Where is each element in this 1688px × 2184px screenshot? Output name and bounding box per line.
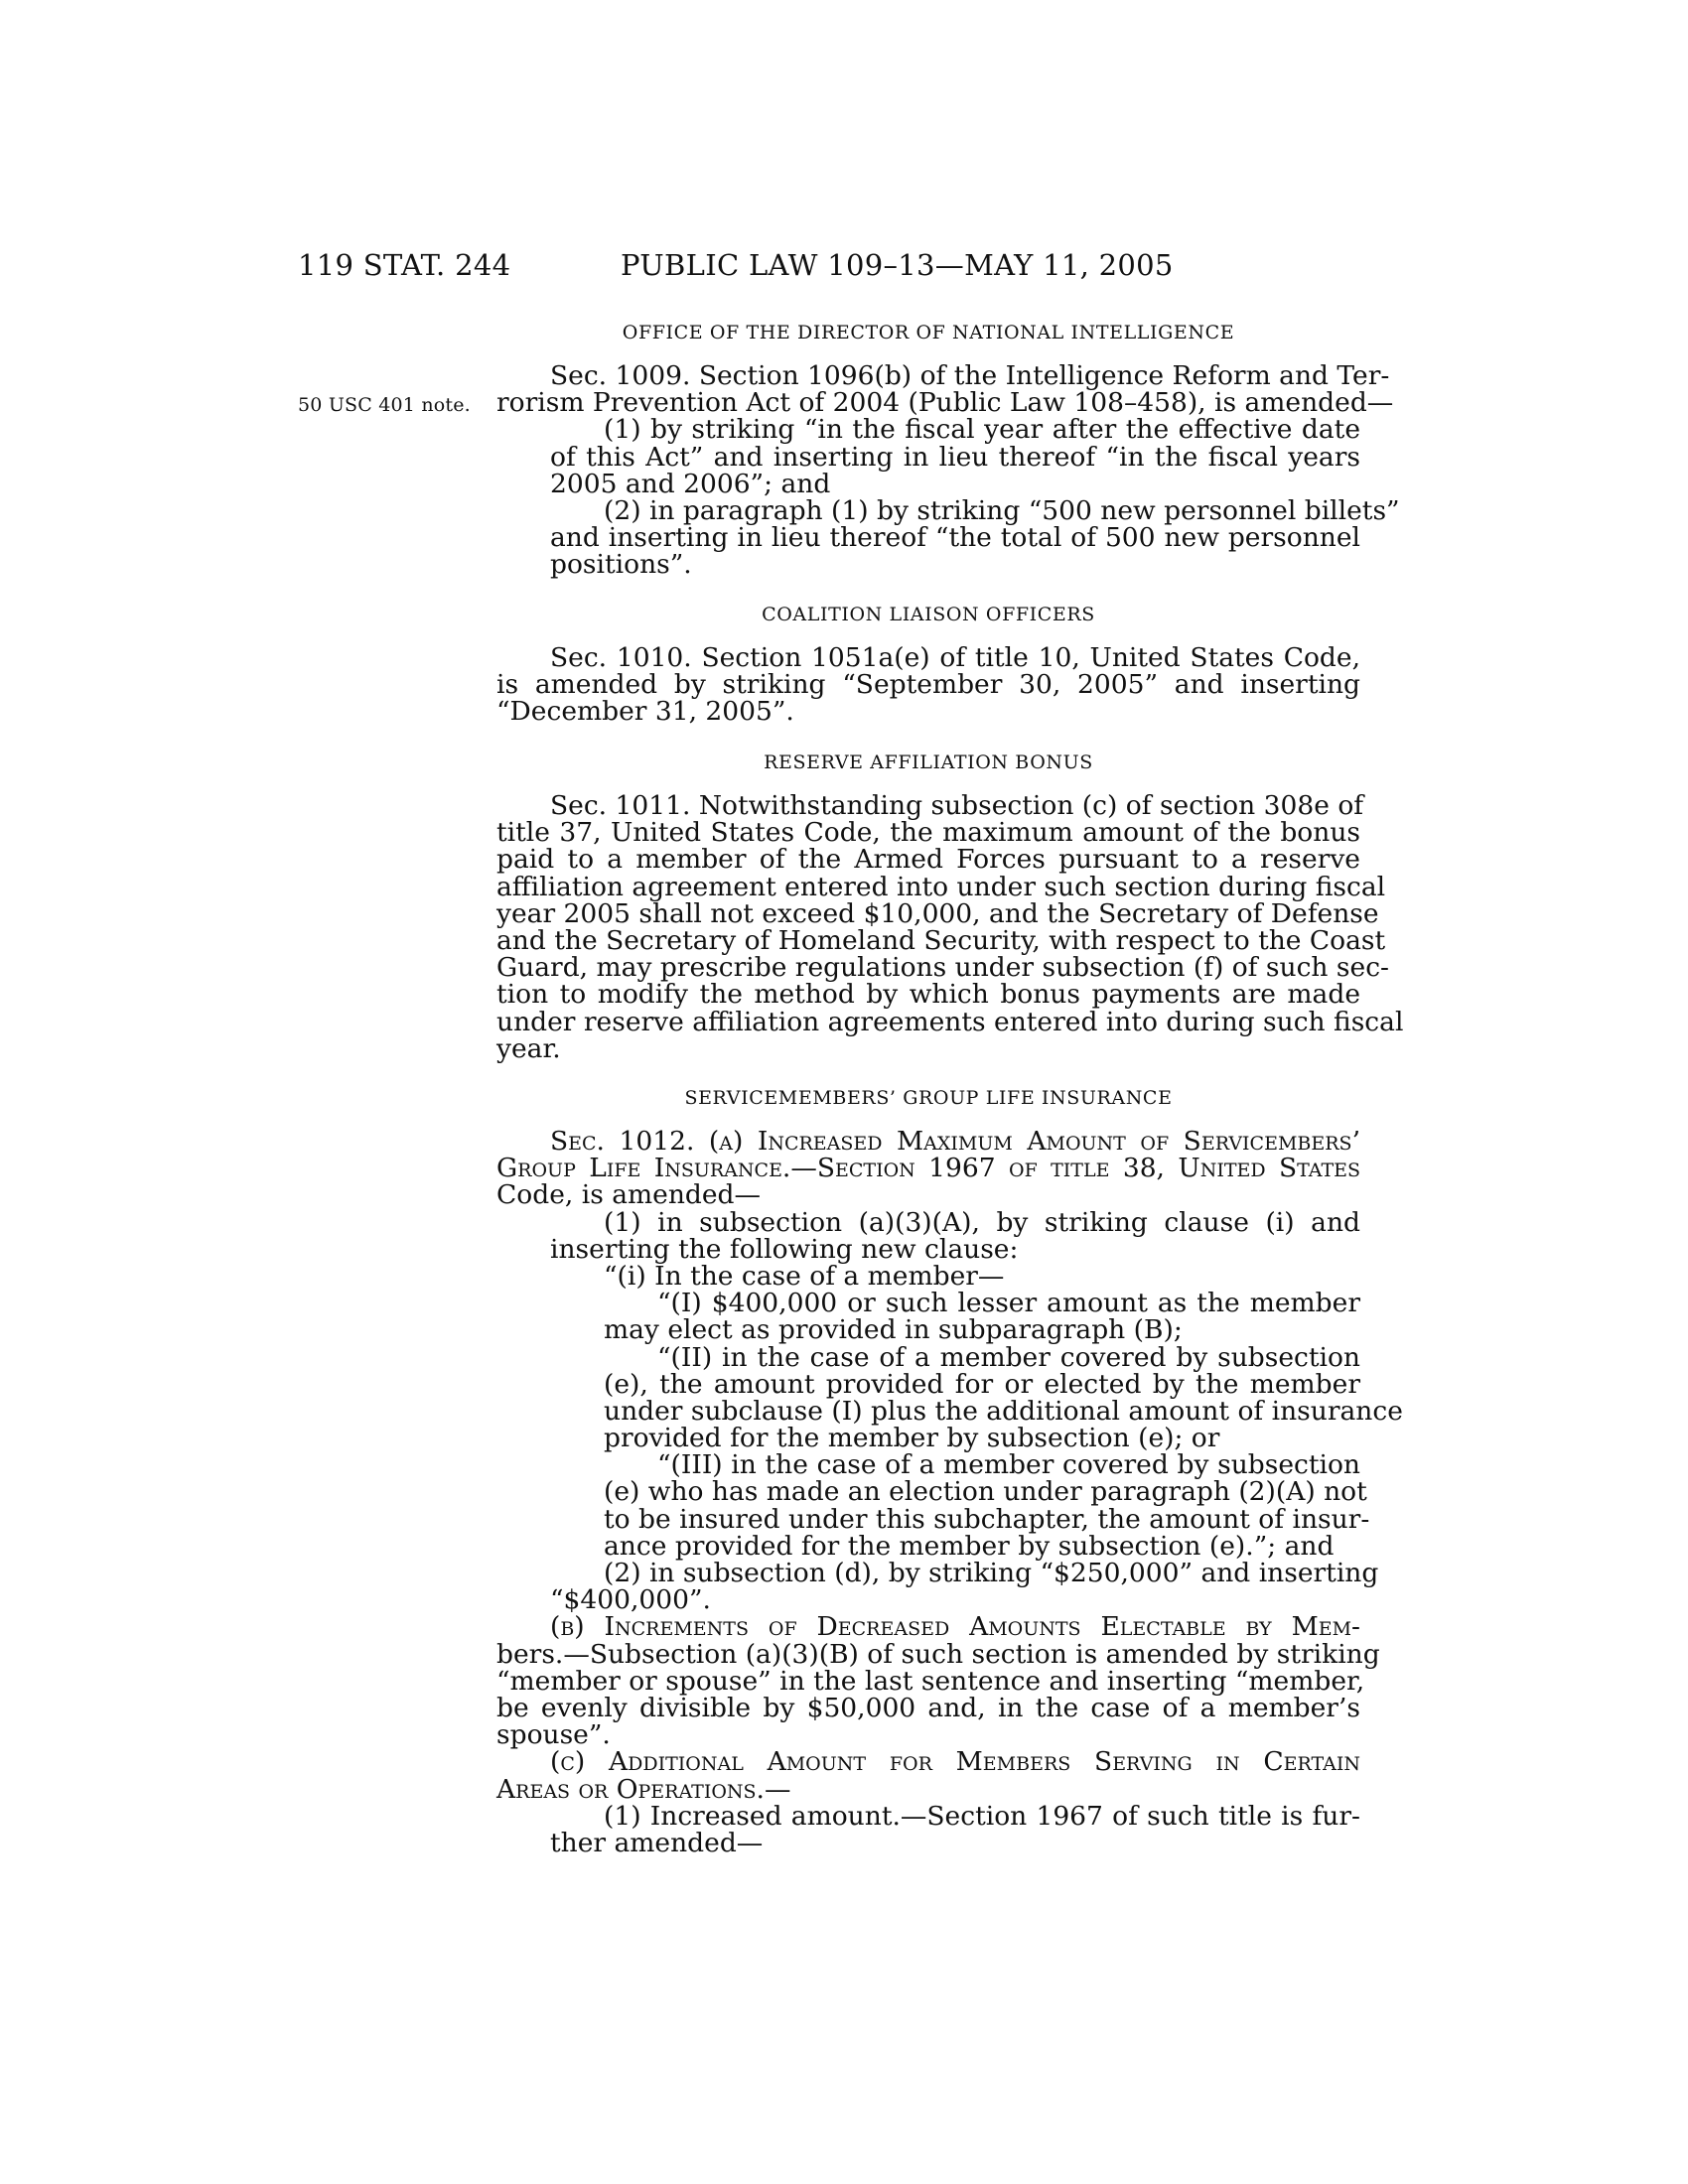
text-line: “December 31, 2005”. bbox=[496, 696, 794, 728]
text-line: bers.—Subsection (a)(3)(B) of such section is amended by striking bbox=[496, 1638, 1380, 1670]
text-line: “(II) in the case of a member covered by subsection bbox=[657, 1341, 1360, 1373]
section-1010 bbox=[496, 602, 1360, 726]
stat-page-number: 119 STAT. 244 bbox=[298, 248, 511, 282]
section-1012 bbox=[496, 1085, 1403, 1858]
text-line: Sec. 1011. Notwithstanding subsection (c) of section 308e of bbox=[550, 790, 1364, 821]
section-caption: COALITION LIAISON OFFICERS bbox=[762, 604, 1095, 625]
text-line: provided for the member by subsection (e); or bbox=[604, 1423, 1220, 1454]
text-line: (1) in subsection (a)(3)(A), by striking clause (i) and bbox=[604, 1206, 1360, 1238]
text-line: Guard, may prescribe regulations under subsection (f) of such sec- bbox=[496, 952, 1389, 984]
text-line: under reserve affiliation agreements entered into during such fiscal bbox=[496, 1006, 1404, 1037]
text-line: ance provided for the member by subsection (e).”; and bbox=[604, 1530, 1335, 1562]
page-header bbox=[0, 248, 1688, 288]
text-line: “$400,000”. bbox=[550, 1584, 711, 1616]
text-line: year. bbox=[496, 1032, 561, 1064]
text-line: year 2005 shall not exceed $10,000, and the Secretary of Defense bbox=[496, 897, 1379, 929]
section-caption: RESERVE AFFILIATION BONUS bbox=[764, 751, 1093, 773]
section-caption: SERVICEMEMBERS’ GROUP LIFE INSURANCE bbox=[684, 1087, 1173, 1109]
text-line: (1) Increased amount.—Section 1967 of such title is fur- bbox=[604, 1800, 1360, 1832]
text-line: rorism Prevention Act of 2004 (Public Law 108–458), is amended— bbox=[496, 387, 1394, 419]
text-line: to be insured under this subchapter, the amount of insur- bbox=[604, 1503, 1370, 1535]
text-line: (b) Increments of Decreased Amounts Electable by Mem- bbox=[550, 1611, 1360, 1643]
text-line: Areas or Operations.— bbox=[496, 1773, 791, 1805]
public-law-title: PUBLIC LAW 109–13—MAY 11, 2005 bbox=[621, 248, 1174, 282]
text-line: is amended by striking “September 30, 2005” and inserting bbox=[496, 669, 1360, 701]
text-line: “(I) $400,000 or such lesser amount as the member bbox=[657, 1288, 1360, 1319]
text-line: (1) by striking “in the fiscal year after the effective date bbox=[604, 414, 1360, 446]
text-line: (e), the amount provided for or elected by the member bbox=[604, 1368, 1360, 1400]
text-line: (e) who has made an election under paragraph (2)(A) not bbox=[604, 1476, 1367, 1508]
section-caption: OFFICE OF THE DIRECTOR OF NATIONAL INTELLIGENCE bbox=[622, 322, 1235, 343]
text-line: Sec. 1010. Section 1051a(e) of title 10, United States Code, bbox=[550, 642, 1360, 673]
text-line: Sec. 1009. Section 1096(b) of the Intelligence Reform and Ter- bbox=[550, 360, 1390, 391]
text-line: (c) Additional Amount for Members Serving in Certain bbox=[550, 1746, 1360, 1778]
margin-note-usc: 50 USC 401 note. bbox=[298, 394, 471, 416]
text-line: tion to modify the method by which bonus payments are made bbox=[496, 979, 1360, 1011]
text-line: positions”. bbox=[550, 549, 692, 581]
text-line: 2005 and 2006”; and bbox=[550, 468, 831, 499]
text-line: (2) in paragraph (1) by striking “500 new personnel billets” bbox=[604, 494, 1400, 526]
text-line: and the Secretary of Homeland Security, with respect to the Coast bbox=[496, 924, 1386, 956]
text-line: Group Life Insurance.—Section 1967 of title 38, United States bbox=[496, 1153, 1360, 1184]
text-line: and inserting in lieu thereof “the total of 500 new personnel bbox=[550, 522, 1360, 554]
text-line: “(i) In the case of a member— bbox=[604, 1260, 1005, 1292]
text-line: under subclause (I) plus the additional amount of insurance bbox=[604, 1395, 1403, 1427]
text-line: ther amended— bbox=[550, 1827, 764, 1858]
text-line: may elect as provided in subparagraph (B); bbox=[604, 1314, 1183, 1346]
text-line: inserting the following new clause: bbox=[550, 1233, 1019, 1265]
text-line: Code, is amended— bbox=[496, 1179, 762, 1211]
text-line: title 37, United States Code, the maximum amount of the bonus bbox=[496, 817, 1360, 849]
text-line: Sec. 1012. (a) Increased Maximum Amount of Servicembers’ bbox=[550, 1126, 1360, 1157]
text-line: (2) in subsection (d), by striking “$250,000” and inserting bbox=[604, 1558, 1379, 1588]
text-line: “member or spouse” in the last sentence and inserting “member, bbox=[496, 1665, 1365, 1697]
text-line: “(III) in the case of a member covered by subsection bbox=[657, 1449, 1360, 1481]
text-line: paid to a member of the Armed Forces pursuant to a reserve bbox=[496, 844, 1360, 876]
section-1009 bbox=[496, 320, 1400, 581]
text-line: of this Act” and inserting in lieu thereof “in the fiscal years bbox=[550, 441, 1360, 473]
text-line: be evenly divisible by $50,000 and, in the case of a member’s bbox=[496, 1692, 1360, 1723]
text-line: affiliation agreement entered into under such section during fiscal bbox=[496, 871, 1386, 902]
section-1011 bbox=[496, 750, 1404, 1064]
text-line: spouse”. bbox=[496, 1719, 611, 1751]
